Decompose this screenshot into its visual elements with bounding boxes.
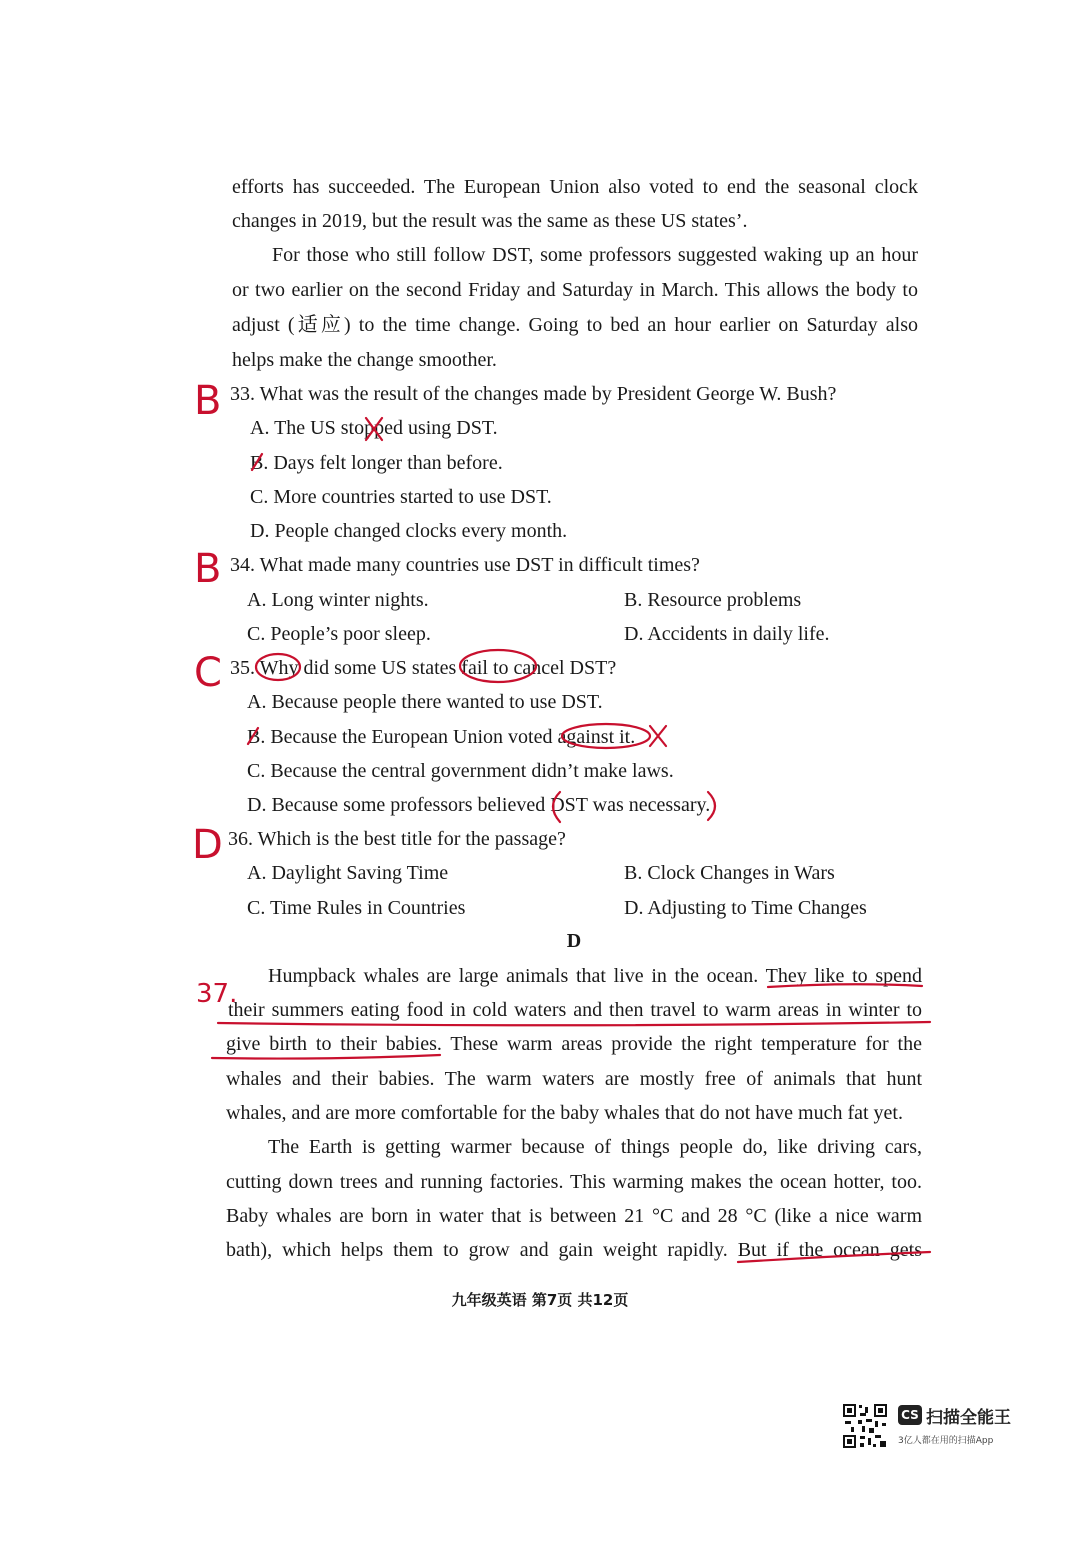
question-33-option-b: B. Days felt longer than before. bbox=[250, 452, 503, 474]
passage-c-line-1: efforts has succeeded. The European Union also voted to end the seasonal clock bbox=[232, 176, 918, 198]
question-34-stem: 34. What made many countries use DST in difficult times? bbox=[230, 554, 700, 576]
passage-d-line-9: bath), which helps them to grow and gain weight rapidly. But if the ocean gets bbox=[226, 1239, 922, 1261]
q33-answer-mark: B bbox=[194, 378, 222, 424]
q34-answer-mark: B bbox=[194, 546, 222, 592]
scanner-badge bbox=[842, 1403, 1022, 1451]
note-37-mark: 37. bbox=[196, 979, 238, 1009]
question-35-option-b: B. Because the European Union voted against it. bbox=[247, 726, 636, 748]
question-36-option-c: C. Time Rules in Countries bbox=[247, 897, 466, 919]
underline-d-2 bbox=[218, 1022, 930, 1025]
q35-cross-mark bbox=[650, 726, 666, 746]
question-35-stem: 35. Why did some US states fail to cancel DST? bbox=[230, 657, 617, 679]
passage-c-line-4: or two earlier on the second Friday and Saturday in March. This allows the body to bbox=[232, 279, 918, 301]
question-34-option-a: A. Long winter nights. bbox=[247, 589, 429, 611]
question-36-option-a: A. Daylight Saving Time bbox=[247, 862, 449, 884]
scanner-tagline: 3亿人都在用的扫描App bbox=[898, 1436, 994, 1446]
question-36-option-d: D. Adjusting to Time Changes bbox=[624, 897, 867, 919]
question-34-option-d: D. Accidents in daily life. bbox=[624, 623, 830, 645]
question-33-stem: 33. What was the result of the changes made by President George W. Bush? bbox=[230, 383, 837, 405]
question-36-option-b: B. Clock Changes in Wars bbox=[624, 862, 835, 884]
question-35-option-c: C. Because the central government didn’t make laws. bbox=[247, 760, 674, 782]
question-33-option-d: D. People changed clocks every month. bbox=[250, 520, 568, 542]
passage-c-line-2: changes in 2019, but the result was the same as these US states’. bbox=[232, 210, 748, 232]
passage-d-line-7: cutting down trees and running factories. This warming makes the ocean hotter, too. bbox=[226, 1171, 922, 1193]
question-35-option-a: A. Because people there wanted to use DST. bbox=[247, 691, 603, 713]
passage-d-line-6: The Earth is getting warmer because of things people do, like driving cars, bbox=[268, 1136, 922, 1158]
question-33-option-a: A. The US stopped using DST. bbox=[250, 417, 498, 439]
qr-code-icon bbox=[842, 1403, 888, 1449]
passage-d-line-3: give birth to their babies. These warm areas provide the right temperature for the bbox=[226, 1033, 922, 1055]
passage-d-line-5: whales, and are more comfortable for the baby whales that do not have much fat yet. bbox=[226, 1102, 903, 1124]
q35-answer-mark: C bbox=[194, 650, 222, 696]
question-33-option-c: C. More countries started to use DST. bbox=[250, 486, 552, 508]
passage-c-line-6: helps make the change smoother. bbox=[232, 349, 497, 371]
question-35-option-d: D. Because some professors believed DST was necessary. bbox=[247, 794, 711, 816]
passage-d-line-4: whales and their babies. The warm waters are mostly free of animals that hunt bbox=[226, 1068, 922, 1090]
passage-c-line-3: For those who still follow DST, some professors suggested waking up an hour bbox=[272, 244, 918, 266]
page-footer: 九年级英语 第7页 共12页 bbox=[451, 1291, 629, 1309]
passage-d-line-1: Humpback whales are large animals that live in the ocean. They like to spend bbox=[268, 965, 922, 987]
passage-d-line-2: their summers eating food in cold waters and then travel to warm areas in winter to bbox=[228, 999, 922, 1021]
cs-logo-icon: CS bbox=[898, 1405, 922, 1425]
question-34-option-c: C. People’s poor sleep. bbox=[247, 623, 431, 645]
question-36-stem: 36. Which is the best title for the passage? bbox=[228, 828, 566, 850]
section-d-title: D bbox=[566, 930, 582, 952]
passage-d-line-8: Baby whales are born in water that is between 21 °C and 28 °C (like a nice warm bbox=[226, 1205, 922, 1227]
q36-answer-mark: D bbox=[192, 822, 223, 868]
scanner-brand: 扫描全能王 bbox=[926, 1408, 1011, 1428]
question-34-option-b: B. Resource problems bbox=[624, 589, 802, 611]
passage-c-line-5: adjust (适应) to the time change. Going to bed an hour earlier on Saturday also bbox=[232, 314, 918, 336]
